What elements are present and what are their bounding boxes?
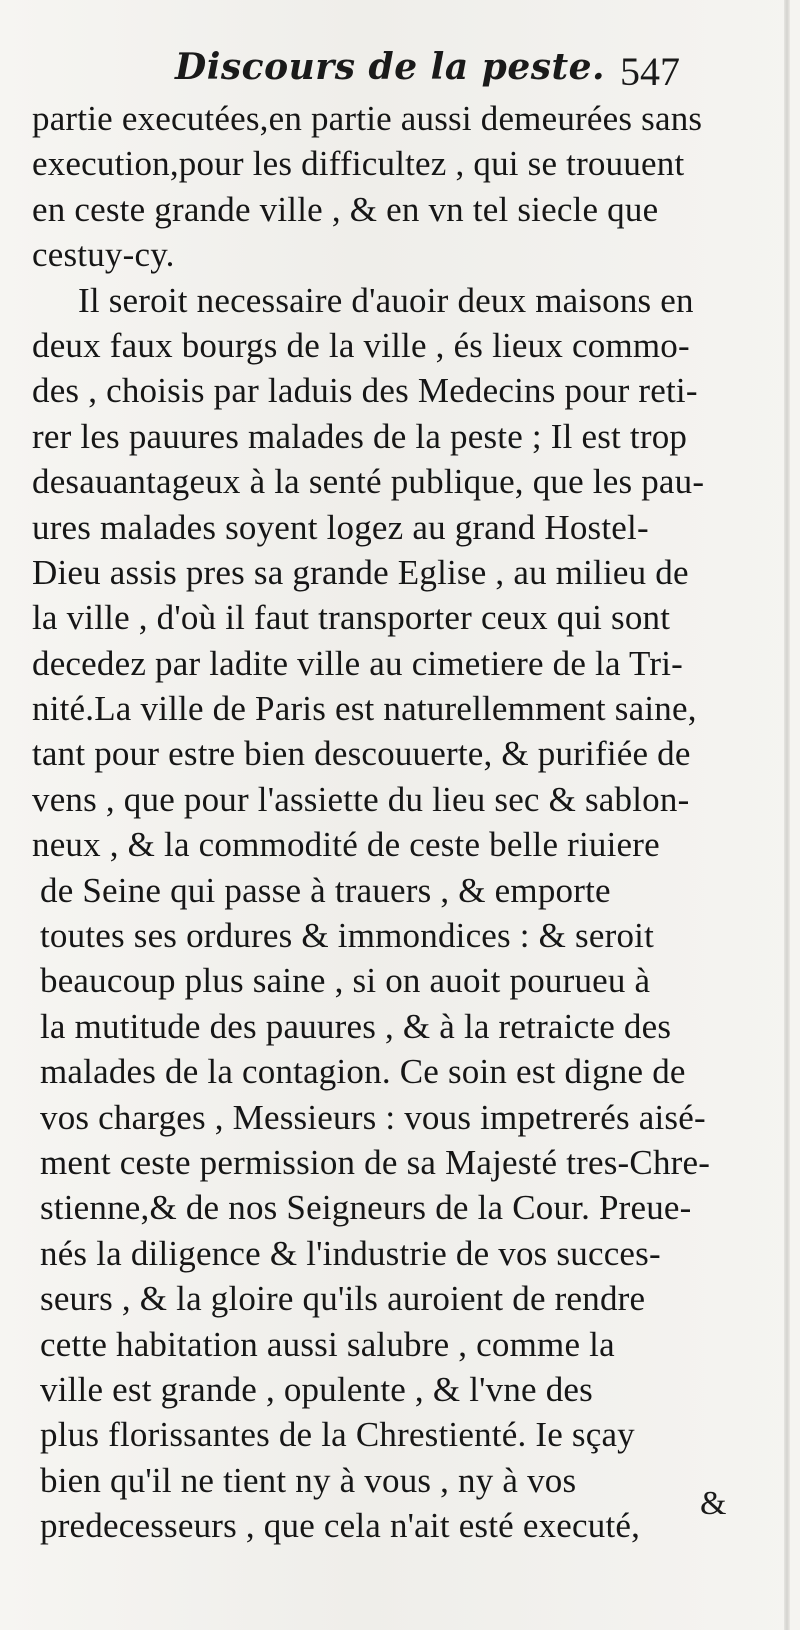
text-line: tant pour estre bien descouuerte, & purifiée de [32,734,691,774]
text-line: bien qu'il ne tient ny à vous , ny à vos [40,1460,577,1500]
text-line: stienne,& de nos Seigneurs de la Cour. Preue- [40,1188,692,1228]
text-line: malades de la contagion. Ce soin est digne de [40,1052,686,1092]
text-line: de Seine qui passe à trauers , & emporte [40,870,611,910]
body-text [22,96,752,1549]
text-line: Dieu assis pres sa grande Eglise , au milieu de [32,552,689,592]
text-line: execution,pour les difficultez , qui se trouuent [32,144,685,184]
page-number: 547 [620,49,680,94]
text-line: ment ceste permission de sa Majesté tres-Chre- [40,1142,711,1182]
catchword: & [700,1485,727,1522]
text-line: ville est grande , opulente , & l'vne des [40,1369,593,1409]
text-line: la ville , d'où il faut transporter ceux qui sont [32,598,671,638]
text-line: nité.La ville de Paris est naturellemment saine, [32,689,697,729]
text-line: beaucoup plus saine , si on auoit pourueu à [40,961,651,1001]
text-line: la mutitude des pauures , & à la retraicte des [40,1006,672,1046]
text-line: rer les pauures malades de la peste ; Il est trop [32,416,688,456]
text-line: predecesseurs , que cela n'ait esté executé, [40,1506,641,1546]
text-line: cestuy-cy. [32,235,175,275]
text-line: toutes ses ordures & immondices : & seroit [40,916,655,956]
text-line: cette habitation aussi salubre , comme la [40,1324,615,1364]
page-header [0,38,800,98]
running-title: Discours de la peste. [175,46,606,88]
text-line: vens , que pour l'assiette du lieu sec & sablon- [32,779,690,819]
text-line: partie executées,en partie aussi demeurées sans [32,99,703,138]
text-line: nés la diligence & l'industrie de vos succes- [40,1233,661,1273]
text-line: des , choisis par laduis des Medecins pour reti- [32,371,698,411]
text-line: seurs , & la gloire qu'ils auroient de rendre [40,1279,646,1319]
text-line: deux faux bourgs de la ville , és lieux commo- [32,325,690,365]
text-line: en ceste grande ville , & en vn tel siecle que [32,189,659,229]
text-line: vos charges , Messieurs : vous impetrerés aisé- [40,1097,706,1137]
text-line: neux , & la commodité de ceste belle riuiere [32,825,660,865]
text-line: ures malades soyent logez au grand Hostel- [32,507,649,547]
text-line: Il seroit necessaire d'auoir deux maisons en [78,280,694,320]
text-line: decedez par ladite ville au cimetiere de la Tri- [32,643,683,683]
text-line: desauantageux à la senté publique, que les pau- [32,462,705,502]
page-spine-edge [784,0,790,1630]
text-line: plus florissantes de la Chrestienté. Ie sçay [40,1415,635,1455]
